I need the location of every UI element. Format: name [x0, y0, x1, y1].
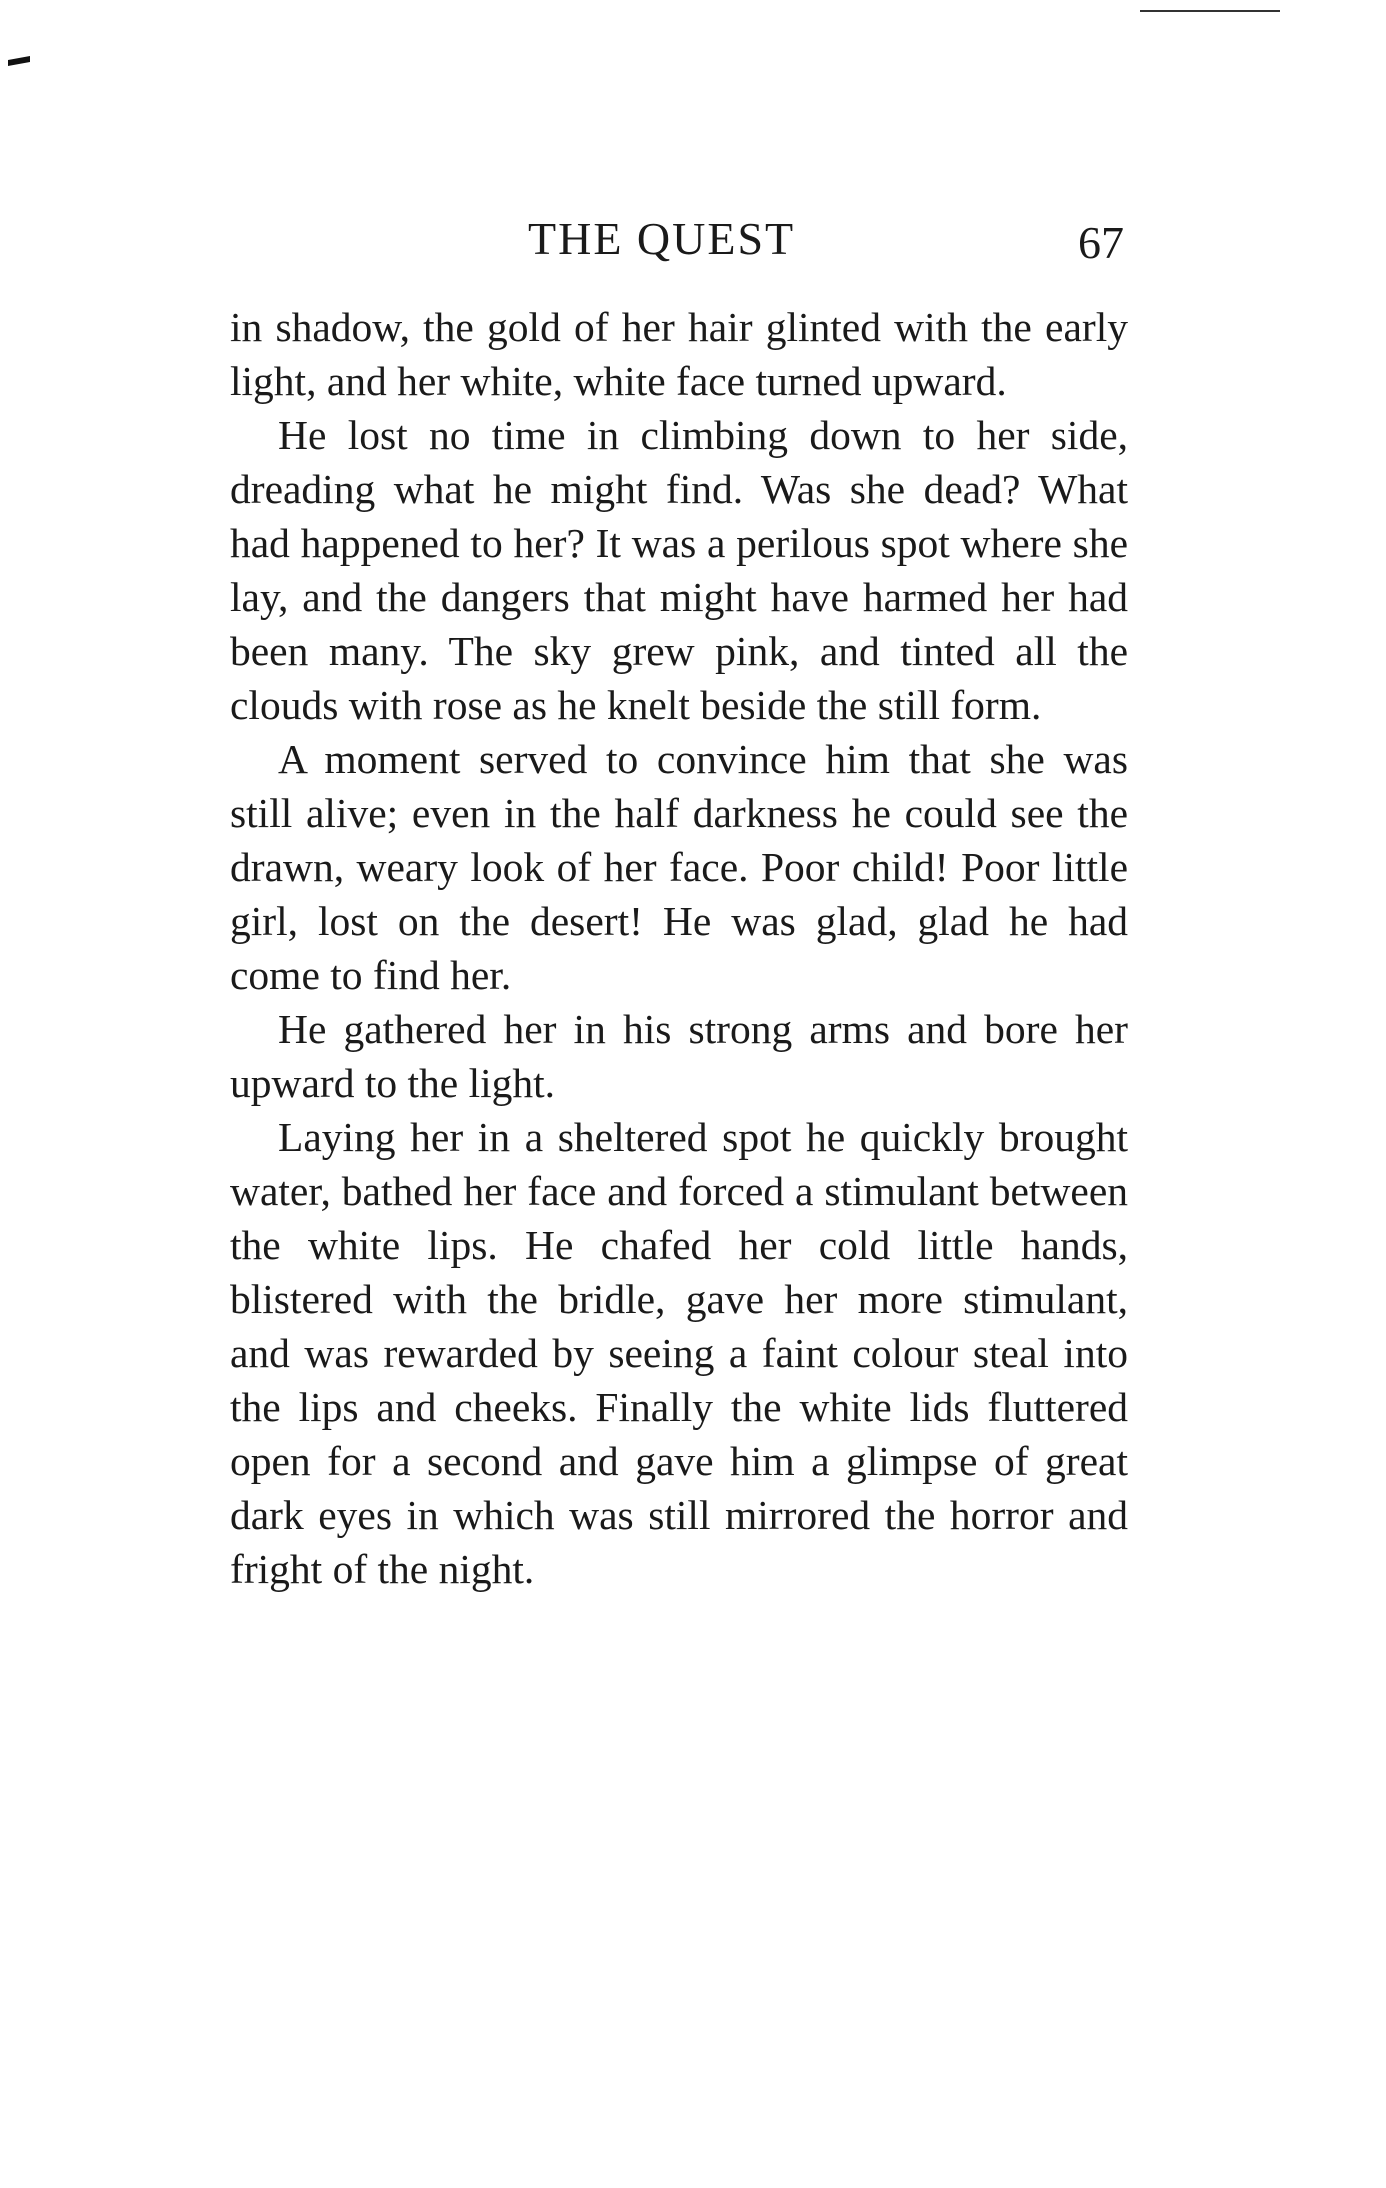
- top-rule: [1140, 10, 1280, 12]
- running-title: THE QUEST: [528, 213, 796, 264]
- paragraph-2: He lost no time in climbing down to her side, dreading what he might find. Was she dead? What had happened to her? It was a perilous spot where she lay, and the dangers that might have harmed her had been many. The sky grew pink, and tinted all the clouds with rose as he knelt beside the still form.: [230, 412, 1128, 728]
- page-number: 67: [1078, 217, 1124, 268]
- paragraph-5: Laying her in a sheltered spot he quickly brought water, bathed her face and forced a stimulant between the white lips. He chafed her cold little hands, blistered with the bridle, gave her more stimulant, and was rewarded by seeing a faint colour steal into the lips and cheeks. Finally the white lids fluttered open for a second and gave him a glimpse of great dark eyes in which was still mirrored the horror and fright of the night.: [230, 1114, 1128, 1592]
- paragraph-3: A moment served to convince him that she was still alive; even in the half darkness he could see the drawn, weary look of her face. Poor child! Poor little girl, lost on the desert! He was glad, glad he had come to find her.: [230, 736, 1128, 998]
- running-header: [230, 212, 1130, 272]
- body-text: [230, 300, 1128, 1596]
- corner-mark: [8, 56, 30, 66]
- paragraph-1: in shadow, the gold of her hair glinted with the early light, and her white, white face turned upward.: [230, 304, 1128, 404]
- paragraph-4: He gathered her in his strong arms and bore her upward to the light.: [230, 1006, 1128, 1106]
